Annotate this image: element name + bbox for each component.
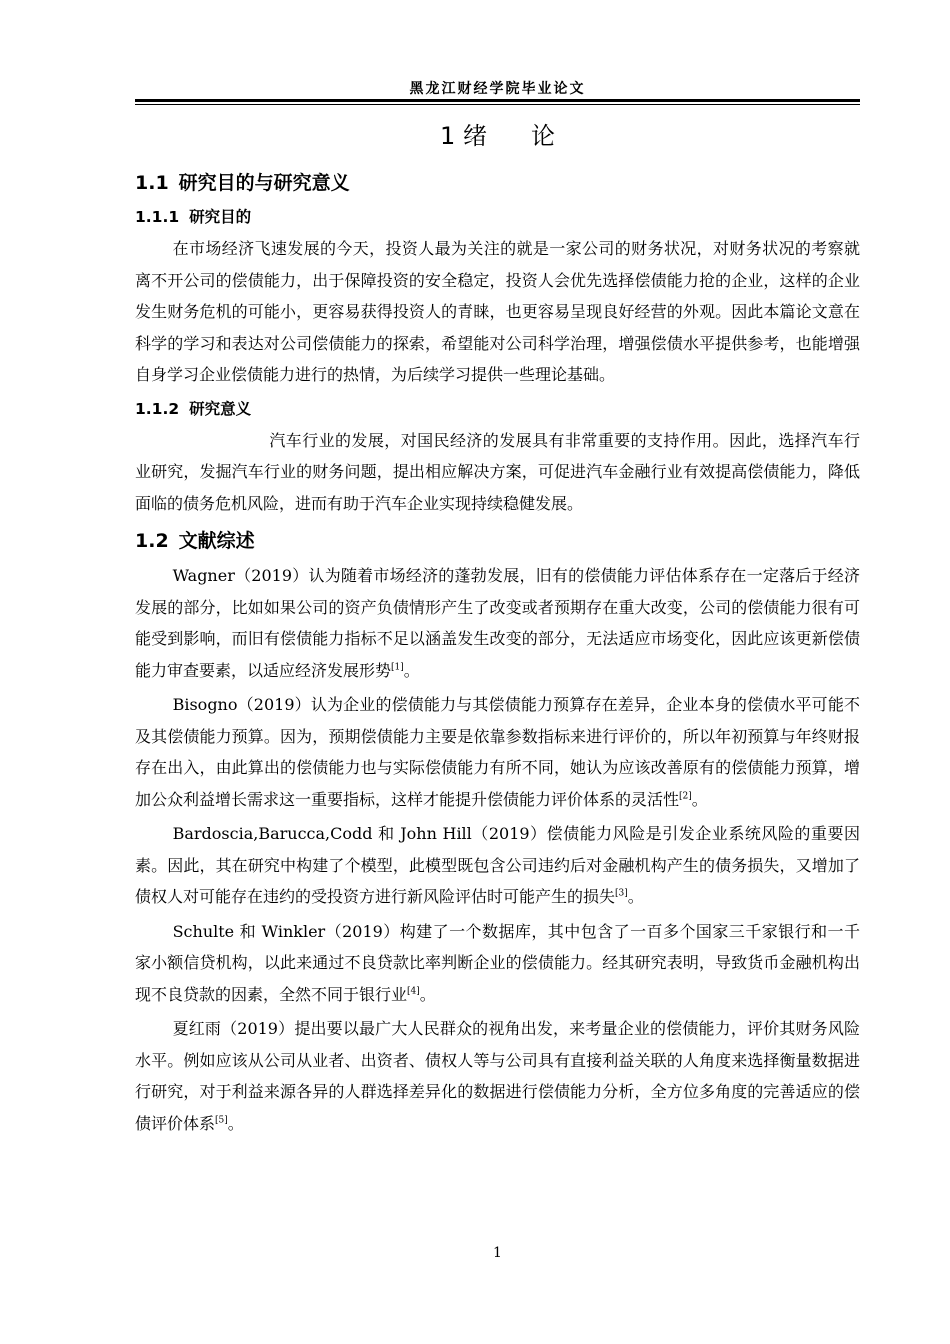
section-number: 1.1 — [135, 172, 169, 194]
page-number: 1 — [493, 1245, 502, 1261]
paragraph-end: 。 — [627, 887, 644, 906]
header-rule-thick — [135, 99, 860, 102]
chapter-title-part2: 论 — [530, 122, 555, 150]
paragraph-end: 。 — [403, 660, 420, 680]
paragraph-text: Wagner（2019）认为随着市场经济的蓬勃发展，旧有的偿债能力评估体系存在一定落后于经济发展的部分，比如如果公司的资产负债情形产生了改变或者预期存在重大改变，公司的偿债能力很有可能受到影响，而旧有偿债能力指标不足以涵盖发生改变的部分，无法适应市场变化，因此应该更新偿债能力审查要素，以适应经济发展形势 — [135, 566, 860, 680]
paragraph-ref-4 — [135, 916, 860, 1011]
subsection-number: 1.1.2 — [135, 399, 180, 418]
subsection-number: 1.1.1 — [135, 208, 180, 226]
paragraph: 在市场经济飞速发展的今天，投资人最为关注的就是一家公司的财务状况，对财务状况的考察就离不开公司的偿债能力，出于保障投资的安全稳定，投资人会优先选择偿债能力抢的企业，这样的企业发生财务危机的可能小，更容易获得投资人的青睐，也更容易呈现良好经营的外观。因此本篇论文意在科学的学习和表达对公司偿债能力的探索，希望能对公司科学治理，增强偿债水平提供参考，也能增强自身学习企业偿债能力进行的热情，为后续学习提供一些理论基础。 — [135, 239, 860, 384]
paragraph-text: Bardoscia,Barucca,Codd 和 John Hill（2019）偿债能力风险是引发企业系统风险的重要因素。因此，其在研究中构建了个模型，此模型既包含公司违约后对金融机构产生的债务损失，又增加了债权人对可能存在违约的受投资方进行新风险评估时可能产生的损失 — [135, 824, 860, 906]
paragraph-text: Schulte 和 Winkler（2019）构建了一个数据库，其中包含了一百多个国家三千家银行和一千家小额信贷机构，以此来通过不良贷款比率判断企业的偿债能力。经其研究表明，导致货币金融机构出现不良贷款的因素，全然不同于银行业 — [135, 921, 860, 1004]
paragraph-end: 。 — [419, 984, 436, 1004]
section-title: 研究目的与研究意义 — [178, 172, 350, 194]
citation-ref[interactable]: [5] — [215, 1115, 228, 1126]
citation-ref[interactable]: [2] — [679, 791, 692, 802]
paragraph-ref-2 — [135, 689, 860, 815]
subsection-heading-1-1-1 — [135, 202, 860, 233]
paragraph-end: 。 — [227, 1113, 244, 1133]
section-title: 文献综述 — [178, 530, 255, 552]
running-header: 黑龙江财经学院毕业论文 — [409, 81, 586, 97]
section-number: 1.2 — [135, 530, 169, 552]
subsection-title: 研究目的 — [189, 208, 252, 226]
paragraph-end: 。 — [691, 789, 708, 809]
body-content — [135, 164, 860, 1142]
citation-ref[interactable]: [4] — [407, 986, 420, 997]
chapter-title — [135, 116, 860, 151]
citation-ref[interactable]: [1] — [391, 662, 404, 673]
paragraph: 汽车行业的发展，对国民经济的发展具有非常重要的支持作用。因此，选择汽车行业研究，发掘汽车行业的财务问题，提出相应解决方案，可促进汽车金融行业有效提高偿债能力，降低面临的债务危机风险，进而有助于汽车企业实现持续稳健发展。 — [135, 430, 860, 513]
header-rule-thin — [135, 104, 860, 105]
paragraph-ref-5 — [135, 1013, 860, 1139]
paragraph-text: 夏红雨（2019）提出要以最广大人民群众的视角出发，来考量企业的偿债能力，评价其财务风险水平。例如应该从公司从业者、出资者、债权人等与公司具有直接利益关联的人角度来选择衡量数据进行研究，对于利益来源各异的人群选择差异化的数据进行偿债能力分析，全方位多角度的完善适应的偿债评价体系 — [135, 1019, 860, 1133]
paragraph-ref-1 — [135, 560, 860, 686]
citation-ref[interactable]: [3] — [615, 888, 628, 899]
subsection-title: 研究意义 — [189, 399, 252, 418]
paragraph-text: Bisogno（2019）认为企业的偿债能力与其偿债能力预算存在差异，企业本身的偿债水平可能不及其偿债能力预算。因为，预期偿债能力主要是依靠参数指标来进行评价的，所以年初预算与年终财报存在出入，由此算出的偿债能力也与实际偿债能力有所不同，她认为应该改善原有的偿债能力预算，增加公众利益增长需求这一重要指标，这样才能提升偿债能力评价体系的灵活性 — [135, 695, 860, 809]
section-heading-1-1 — [135, 164, 860, 202]
subsection-heading-1-1-2 — [135, 394, 860, 425]
chapter-title-part1: 绪 — [462, 122, 487, 150]
paragraph-ref-3 — [135, 818, 860, 913]
chapter-number: 1 — [440, 122, 456, 150]
section-heading-1-2 — [135, 522, 860, 560]
